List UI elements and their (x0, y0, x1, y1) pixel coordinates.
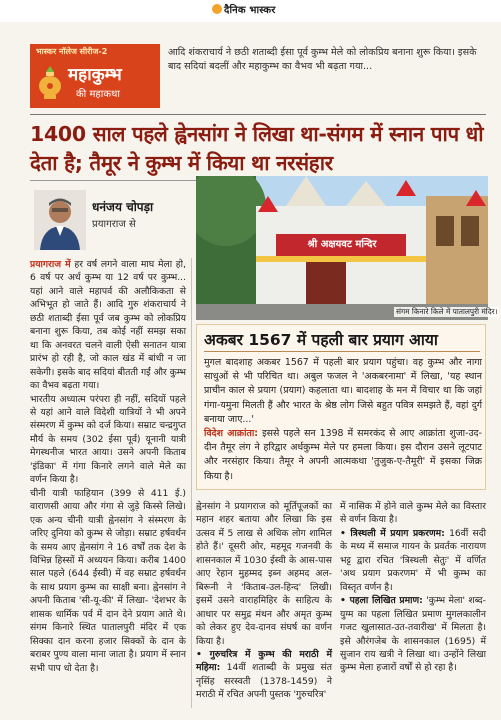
temple-photo (196, 176, 488, 320)
dateline: प्रयागराज में (30, 259, 71, 270)
series-banner (30, 44, 160, 108)
paragraph (340, 594, 486, 675)
divider (204, 351, 480, 352)
newspaper-logo (212, 2, 276, 16)
paragraph-text: हर वर्ष लगने वाला माघ मेला हो, 6 वर्ष पर अर्ध कुम्भ या 12 वर्ष पर कुम्भ... यहां आने वाले महापर्व की अलौकिकता से अभिभूत हो जाते हैं। आदि गुरु शंकराचार्य ने छठी शताब्दी ईसा पूर्व जब कुम्भ को लोकप्रिय बनाना शुरू किया, तब कोई नहीं समझ सका था कि अनवरत चलने वाली ऐसी सनातन यात्रा प्रारंभ हो रही है, जो काल खंड में बांधी न जा सकेगी। इसके बाद सदियां बीतती गईं और कुम्भ का वैभव बढ़ता गया। (30, 259, 186, 392)
temple-signboard: श्री अक्षयवट मन्दिर (307, 239, 377, 250)
paragraph: भारतीय अध्यात्म परंपरा ही नहीं, सदियों पहले से यहां आने वाले विदेशी यात्रियों ने भी अपने संस्मरण में कुम्भ को दर्ज किया। सम्राट चन्द्रगुप्त मौर्य के समय (302 ईसा पूर्व) यूनानी यात्री मेगस्थनीज भारत आया। उसने अपनी किताब 'इंडिका' में गंगा किनारे लगने वाले मेले का वर्णन किया है। (30, 393, 186, 486)
series-subtitle: की महाकथा (76, 89, 120, 100)
subhead: विदेश आक्रांता: (204, 428, 259, 440)
paragraph-text: 14वीं शताब्दी के प्रमुख संत नृसिंह सरस्वती (1378-1459) ने मराठी में रचित अपनी पुस्तक 'गुरुचरित्र' (196, 662, 332, 701)
column-divider (191, 258, 192, 708)
paragraph-text: 16वीं सदी के मध्य में समाज गायन के प्रवर्तक नारायण भट्ट द्वारा रचित 'त्रिस्थली सेतुः' में वर्णित 'अथ प्रयाग प्रकरणम' में भी कुम्भ का विस्तृत वर्णन है। (340, 527, 486, 593)
photo-caption: संगम किनारे किले में पातालपुरी मंदिर। (396, 307, 498, 316)
logo-sun-icon (212, 4, 222, 14)
author-photo (34, 190, 86, 250)
masthead (0, 0, 501, 22)
article-column-3 (340, 500, 486, 675)
paragraph (340, 527, 486, 594)
subhead: • पहला लिखित प्रमाण: (340, 595, 423, 607)
subhead: • त्रिस्थली में प्रयाग प्रकरणम: (340, 527, 445, 539)
series-kicker: भास्कर नॉलेज सीरीज-2 (36, 47, 108, 56)
paragraph: में नासिक में होने वाले कुम्भ मेले का विस्तार से वर्णन किया है। (340, 501, 486, 526)
paragraph (196, 648, 332, 702)
paragraph: मुगल बादशाह अकबर 1567 में पहली बार प्रयाग पहुंचा। वह कुम्भ और नागा साधुओं से भी परिचित था। अबुल फजल ने 'अकबरनामा' में लिखा, 'यह स्थान प्राचीन काल से प्रयाग (प्रयाग) कहलाता था। बादशाह के मन में विचार था कि जहां गंगा-यमुना मिलती हैं और भारत के श्रेष्ठ लोग जिसे बहुत पवित्र समझते हैं, वहां दुर्ग बनाया जाए...' (204, 357, 482, 425)
paragraph: ह्वेनसांग ने प्रयागराज को मूर्तिपूजकों का महान शहर बताया और लिखा कि इस उत्सव में 5 लाख से अधिक लोग शामिल होते हैं।' दूसरी ओर, महमूद गजनवी के शासनकाल में 1030 ईस्वी के आस-पास आए रेहान मुहम्मद इब्न अहमद अल-बिरूनी ने 'किताब-उल-हिन्द' लिखी। इसमें उसने वाराहमिहिर के साहित्य के आधार पर समुद्र मंथन और अमृत कुम्भ को लेकर हुए देव-दानव संघर्ष का वर्णन किया है। (196, 501, 332, 647)
subhead: • गुरुचरित्र में कुम्भ की मराठी में महिमा: (196, 648, 332, 674)
paragraph-text: 'कुम्भ मेला' शब्द-युग्म का पहला लिखित प्रमाण मुगलकालीन गजट खुलासात-उत-तवारीख' में मिलता है। इसे औरंगजेब के शासनकाल (1695) में सुजान राय खत्री ने लिखा था। उन्होंने लिखा कुम्भ मेला हजारों वर्षों से हो रहा है। (340, 595, 486, 674)
sidebar-title: अकबर 1567 में पहली बार प्रयाग आया (204, 331, 438, 349)
author-name: धनंजय चोपड़ा (92, 200, 154, 214)
paragraph (30, 258, 186, 393)
author-location: प्रयागराज से (92, 219, 136, 230)
divider (30, 114, 486, 115)
series-name: महाकुम्भ (68, 65, 122, 85)
paragraph-text: इससे पहले सन 1398 में समरकंद से आए आक्रांता शुजा-उद-दीन तैमूर लंग ने हरिद्वार अर्धकुम्भ मेले पर हमला किया। इस दौरान उसने लूटपाट और नरसंहार किया। तैमूर ने अपनी आत्मकथा 'तुजुक-ए-तैमूरी' में इसका जिक्र किया है। (204, 428, 482, 482)
article-column-2 (196, 500, 332, 702)
logo-text: दैनिक भास्कर (224, 5, 276, 16)
paragraph: चीनी यात्री फाहियान (399 से 411 ई.) वाराणसी आया और गंगा से जुड़े किस्से लिखे। एक अन्य चीनी यात्री ह्वेनसांग ने संस्मरण के जरिए दुनिया को कुम्भ से जोड़ा। सम्राट हर्षवर्धन के समय आए ह्वेनसांग ने 16 वर्षों तक देश के विभिन्न हिस्सों में अध्ययन किया। करीब 1400 साल पहले (644 ईस्वी) में वह सम्राट हर्षवर्धन के साथ प्रयाग कुम्भ का साक्षी बना। ह्वेनसांग ने अपनी किताब 'सी-यू-की' में लिखा- 'देशभर के शासक धार्मिक पर्व में दान देने प्रयाग आते थे। संगम किनारे स्थित पातालपुरी मंदिर में एक सिक्का दान करना हजार सिक्कों के दान के बराबर पुण्य वाला माना जाता है। प्रयाग में स्नान सभी पाप धो देता है। (30, 487, 186, 674)
paragraph (204, 427, 482, 484)
sidebar-text (204, 356, 482, 484)
kalash-icon (36, 64, 64, 100)
article-column-1 (30, 258, 186, 675)
headline: 1400 साल पहले ह्वेनसांग ने लिखा था-संगम में स्नान पाप धो देता है; तैमूर ने कुम्भ में किया था नरसंहार (30, 122, 484, 175)
teaser-text: आदि शंकराचार्य ने छठी शताब्दी ईसा पूर्व कुम्भ मेले को लोकप्रिय बनाना शुरू किया। इसके बाद सदियां बदलीं और महाकुम्भ का वैभव भी बढ़ता गया... (168, 47, 477, 72)
